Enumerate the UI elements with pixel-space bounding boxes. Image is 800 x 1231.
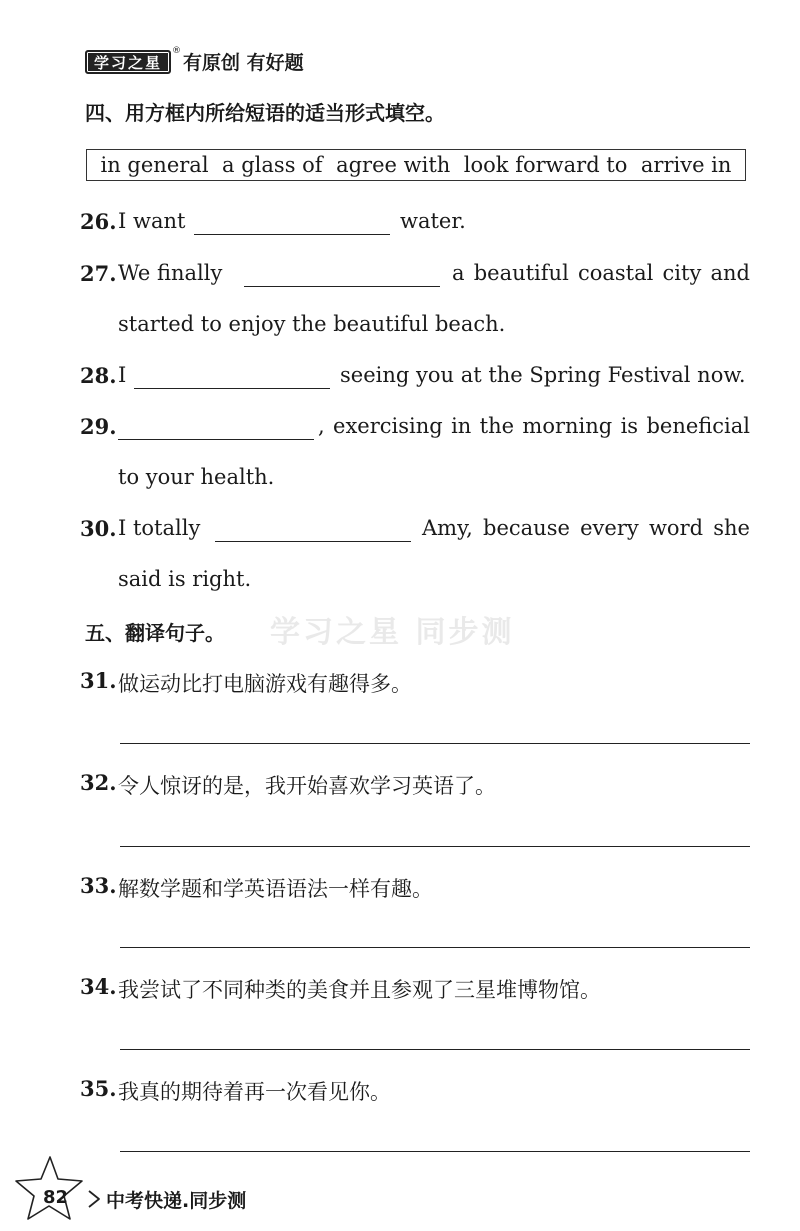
question-text: Amy, because every word she bbox=[422, 516, 750, 540]
answer-line[interactable] bbox=[120, 846, 750, 847]
chinese-sentence: 做运动比打电脑游戏有趣得多。 bbox=[118, 672, 412, 696]
question-number: 35. bbox=[80, 1076, 117, 1101]
question-number: 29. bbox=[80, 414, 117, 439]
question-number: 27. bbox=[80, 261, 117, 286]
question-text: I bbox=[118, 363, 127, 387]
phrase-item: a glass of bbox=[222, 153, 323, 177]
watermark: 学习之星 同步测 bbox=[270, 615, 515, 650]
question-text: I want bbox=[118, 209, 186, 233]
fill-blank[interactable] bbox=[194, 234, 390, 235]
question-number: 32. bbox=[80, 770, 117, 795]
phrase-box bbox=[86, 149, 746, 181]
page-number: 82 bbox=[43, 1187, 69, 1208]
chevron-right-icon bbox=[86, 1189, 102, 1209]
chinese-sentence: 我真的期待着再一次看见你。 bbox=[118, 1080, 391, 1104]
fill-blank[interactable] bbox=[215, 541, 411, 542]
question-number: 33. bbox=[80, 873, 117, 898]
question-number: 31. bbox=[80, 668, 117, 693]
answer-line[interactable] bbox=[120, 743, 750, 744]
question-text: seeing you at the Spring Festival now. bbox=[340, 363, 746, 387]
section5-title: 五、翻译句子。 bbox=[85, 621, 225, 645]
fill-blank[interactable] bbox=[134, 388, 330, 389]
question-text: a beautiful coastal city and bbox=[452, 261, 750, 285]
question-text: said is right. bbox=[118, 567, 252, 591]
question-text: I totally bbox=[118, 516, 201, 540]
phrase-item: agree with bbox=[336, 153, 451, 177]
phrase-item: in general bbox=[100, 153, 209, 177]
registered-mark: ® bbox=[172, 46, 181, 56]
question-number: 34. bbox=[80, 974, 117, 999]
question-text: water. bbox=[400, 209, 466, 233]
question-number: 28. bbox=[80, 363, 117, 388]
question-number: 30. bbox=[80, 516, 117, 541]
question-text: We finally bbox=[118, 261, 223, 285]
chinese-sentence: 令人惊讶的是，我开始喜欢学习英语了。 bbox=[118, 774, 496, 798]
section4-title: 四、用方框内所给短语的适当形式填空。 bbox=[85, 101, 445, 125]
chinese-sentence: 我尝试了不同种类的美食并且参观了三星堆博物馆。 bbox=[118, 978, 601, 1002]
brand-logo: 学习之星 bbox=[85, 50, 171, 74]
phrase-item: arrive in bbox=[640, 153, 732, 177]
answer-line[interactable] bbox=[120, 1151, 750, 1152]
book-title: 中考快递.同步测 bbox=[106, 1190, 247, 1212]
answer-line[interactable] bbox=[120, 1049, 750, 1050]
question-text: , exercising in the morning is beneficial bbox=[318, 414, 750, 438]
fill-blank[interactable] bbox=[118, 439, 314, 440]
question-text: started to enjoy the beautiful beach. bbox=[118, 312, 506, 336]
phrase-item: look forward to bbox=[463, 153, 628, 177]
question-number: 26. bbox=[80, 209, 117, 234]
brand-slogan: 有原创 有好题 bbox=[183, 52, 304, 74]
fill-blank[interactable] bbox=[244, 286, 440, 287]
question-text: to your health. bbox=[118, 465, 275, 489]
chinese-sentence: 解数学题和学英语语法一样有趣。 bbox=[118, 877, 433, 901]
answer-line[interactable] bbox=[120, 947, 750, 948]
